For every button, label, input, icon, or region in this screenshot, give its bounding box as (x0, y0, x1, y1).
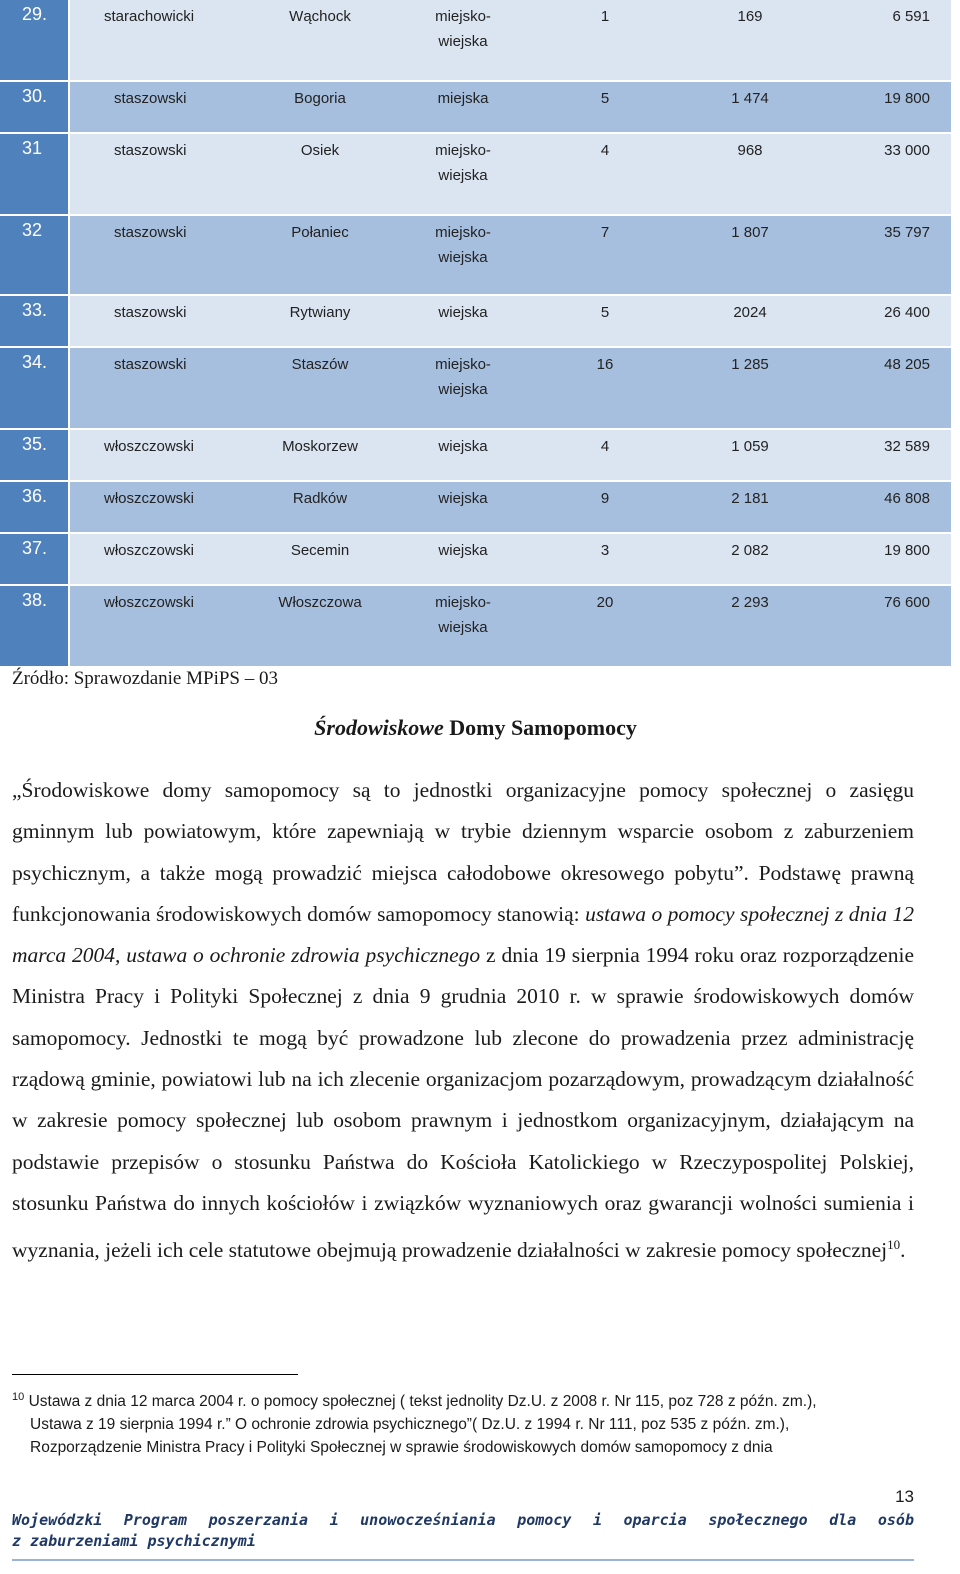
cell-kwota: 19 800 (884, 542, 930, 559)
cell-typ: miejsko- wiejska (435, 356, 491, 398)
cell-typ: miejsko- wiejska (435, 142, 491, 184)
cell-gmina: Secemin (290, 542, 350, 559)
cell-typ: miejsko- wiejska (435, 224, 491, 266)
cell-powiat: staszowski (114, 142, 187, 159)
cell-powiat: staszowski (114, 90, 187, 107)
row-number: 30. (0, 82, 68, 132)
cell-gmina: Wąchock (289, 8, 351, 25)
cell-liczba: 3 (600, 542, 610, 559)
cell-osoby: 2 293 (731, 594, 769, 611)
body-paragraph: „Środowiskowe domy samopomocy są to jednostki organizacyjne pomocy społecznej o zasięgu gminnym lub powiatowym, które zapewniają w trybie dziennym wsparcie osobom z zaburzeniem psychicznym, a także mogą prowadzić miejsca całodobowe okresowego pobytu”. Podstawę prawną funkcjonowania środowiskowych domów samopomocy stanowią: ustawa o pomocy społecznej z dnia 12 marca 2004, ustawa o ochronie zdrowia psychicznego z dnia 19 sierpnia 1994 roku oraz rozporządzenie Ministra Pracy i Polityki Społecznej z dnia 9 grudnia 2010 r. w sprawie środowiskowych domów samopomocy. Jednostki te mogą być prowadzone lub zlecone do prowadzenia przez administrację rządową gminie, powiatowi lub na ich zlecenie organizacjom pozarządowym, prowadzącym działalność w zakresie pomocy społecznej lub osobom prawnym i jednostkom organizacyjnym, działającym na podstawie przepisów o stosunku Państwa do Kościoła Katolickiego w Rzeczypospolitej Polskiej, stosunku Państwa do innych kościołów i związków wyznaniowych oraz gwarancji wolności sumienia i wyznania, jeżeli ich cele statutowe obejmują prowadzenie działalności w zakresie pomocy społecznej$^{10}$. (12, 778, 914, 1263)
cell-osoby: 1 059 (731, 438, 769, 455)
cell-gmina: Połaniec (291, 224, 349, 241)
table-row (0, 134, 951, 214)
cell-powiat: włoszczowski (104, 490, 195, 507)
cell-kwota: 26 400 (884, 304, 930, 321)
cell-gmina: Radków (292, 490, 348, 507)
table-row (0, 82, 951, 132)
cell-osoby: 1 474 (731, 90, 769, 107)
cell-gmina: Włoszczowa (278, 594, 362, 611)
table-row (0, 586, 951, 666)
table-row (0, 430, 951, 480)
cell-osoby: 2 082 (731, 542, 769, 559)
cell-liczba: 4 (600, 142, 610, 159)
cell-typ: miejska (437, 90, 489, 107)
footnote-ref: 10 (887, 1237, 901, 1253)
row-number: 34. (0, 348, 68, 428)
row-number: 33. (0, 296, 68, 346)
cell-kwota: 76 600 (884, 594, 930, 611)
cell-gmina: Rytwiany (289, 304, 351, 321)
cell-powiat: włoszczowski (104, 594, 195, 611)
cell-typ: miejsko- wiejska (435, 8, 491, 50)
table-row (0, 216, 951, 294)
cell-osoby: 2 181 (731, 490, 769, 507)
cell-kwota: 48 205 (884, 356, 930, 373)
cell-osoby: 1 807 (731, 224, 769, 241)
cell-liczba: 5 (600, 304, 610, 321)
cell-liczba: 1 (600, 8, 610, 25)
cell-liczba: 9 (600, 490, 610, 507)
page-footer: Wojewódzki Program poszerzania i unowocześniania pomocy i oparcia społecznego dla osób z zaburzeniami psychicznymi (12, 1511, 914, 1550)
table-row (0, 348, 951, 428)
cell-kwota: 46 808 (884, 490, 930, 507)
cell-liczba: 7 (600, 224, 610, 241)
table-row (0, 534, 951, 584)
cell-kwota: 32 589 (884, 438, 930, 455)
row-number: 37. (0, 534, 68, 584)
cell-liczba: 4 (600, 438, 610, 455)
cell-typ: wiejska (438, 438, 488, 455)
cell-powiat: włoszczowski (104, 438, 195, 455)
cell-liczba: 16 (596, 356, 614, 373)
cell-powiat: staszowski (114, 356, 187, 373)
row-number: 29. (0, 0, 68, 80)
page-number: 13 (895, 1487, 914, 1506)
table-source: Źródło: Sprawozdanie MPiPS – 03 (12, 668, 278, 689)
cell-gmina: Osiek (300, 142, 340, 159)
cell-liczba: 5 (600, 90, 610, 107)
cell-powiat: starachowicki (104, 8, 195, 25)
cell-typ: wiejska (438, 304, 488, 321)
cell-gmina: Staszów (291, 356, 349, 373)
table-row (0, 0, 951, 80)
cell-kwota: 33 000 (884, 142, 930, 159)
cell-osoby: 1 285 (731, 356, 769, 373)
table-row (0, 296, 951, 346)
cell-typ: wiejska (438, 542, 488, 559)
cell-gmina: Moskorzew (282, 438, 358, 455)
row-number: 36. (0, 482, 68, 532)
cell-gmina: Bogoria (294, 90, 346, 107)
cell-osoby: 968 (737, 142, 763, 159)
cell-typ: wiejska (438, 490, 488, 507)
row-number: 32 (0, 216, 68, 294)
cell-liczba: 20 (596, 594, 614, 611)
cell-kwota: 19 800 (884, 90, 930, 107)
footer-rule (12, 1559, 914, 1561)
footnote-separator (12, 1374, 298, 1375)
cell-osoby: 2024 (733, 304, 767, 321)
cell-kwota: 35 797 (884, 224, 930, 241)
cell-typ: miejsko- wiejska (435, 594, 491, 636)
footnote: $^{10}$ Ustawa z dnia 12 marca 2004 r. o pomocy społecznej ( tekst jednolity Dz.U. z 2008 r. Nr 115, poz 728 z późn. zm.), Ustawa z 19 sierpnia 1994 r.” O ochronie zdrowia psychicznego”( Dz.U. z 1994 r. Nr 111, poz 535 z późn. zm.), Rozporządzenie Ministra Pracy i Polityki Społecznej w sprawie środowiskowych domów samopomocy z dnia (12, 1391, 817, 1456)
row-number: 38. (0, 586, 68, 666)
cell-powiat: włoszczowski (104, 542, 195, 559)
section-heading: Środowiskowe Domy Samopomocy (314, 715, 637, 740)
cell-powiat: staszowski (114, 224, 187, 241)
cell-kwota: 6 591 (892, 8, 930, 25)
row-number: 35. (0, 430, 68, 480)
row-number: 31 (0, 134, 68, 214)
cell-powiat: staszowski (114, 304, 187, 321)
table-row (0, 482, 951, 532)
cell-osoby: 169 (737, 8, 763, 25)
